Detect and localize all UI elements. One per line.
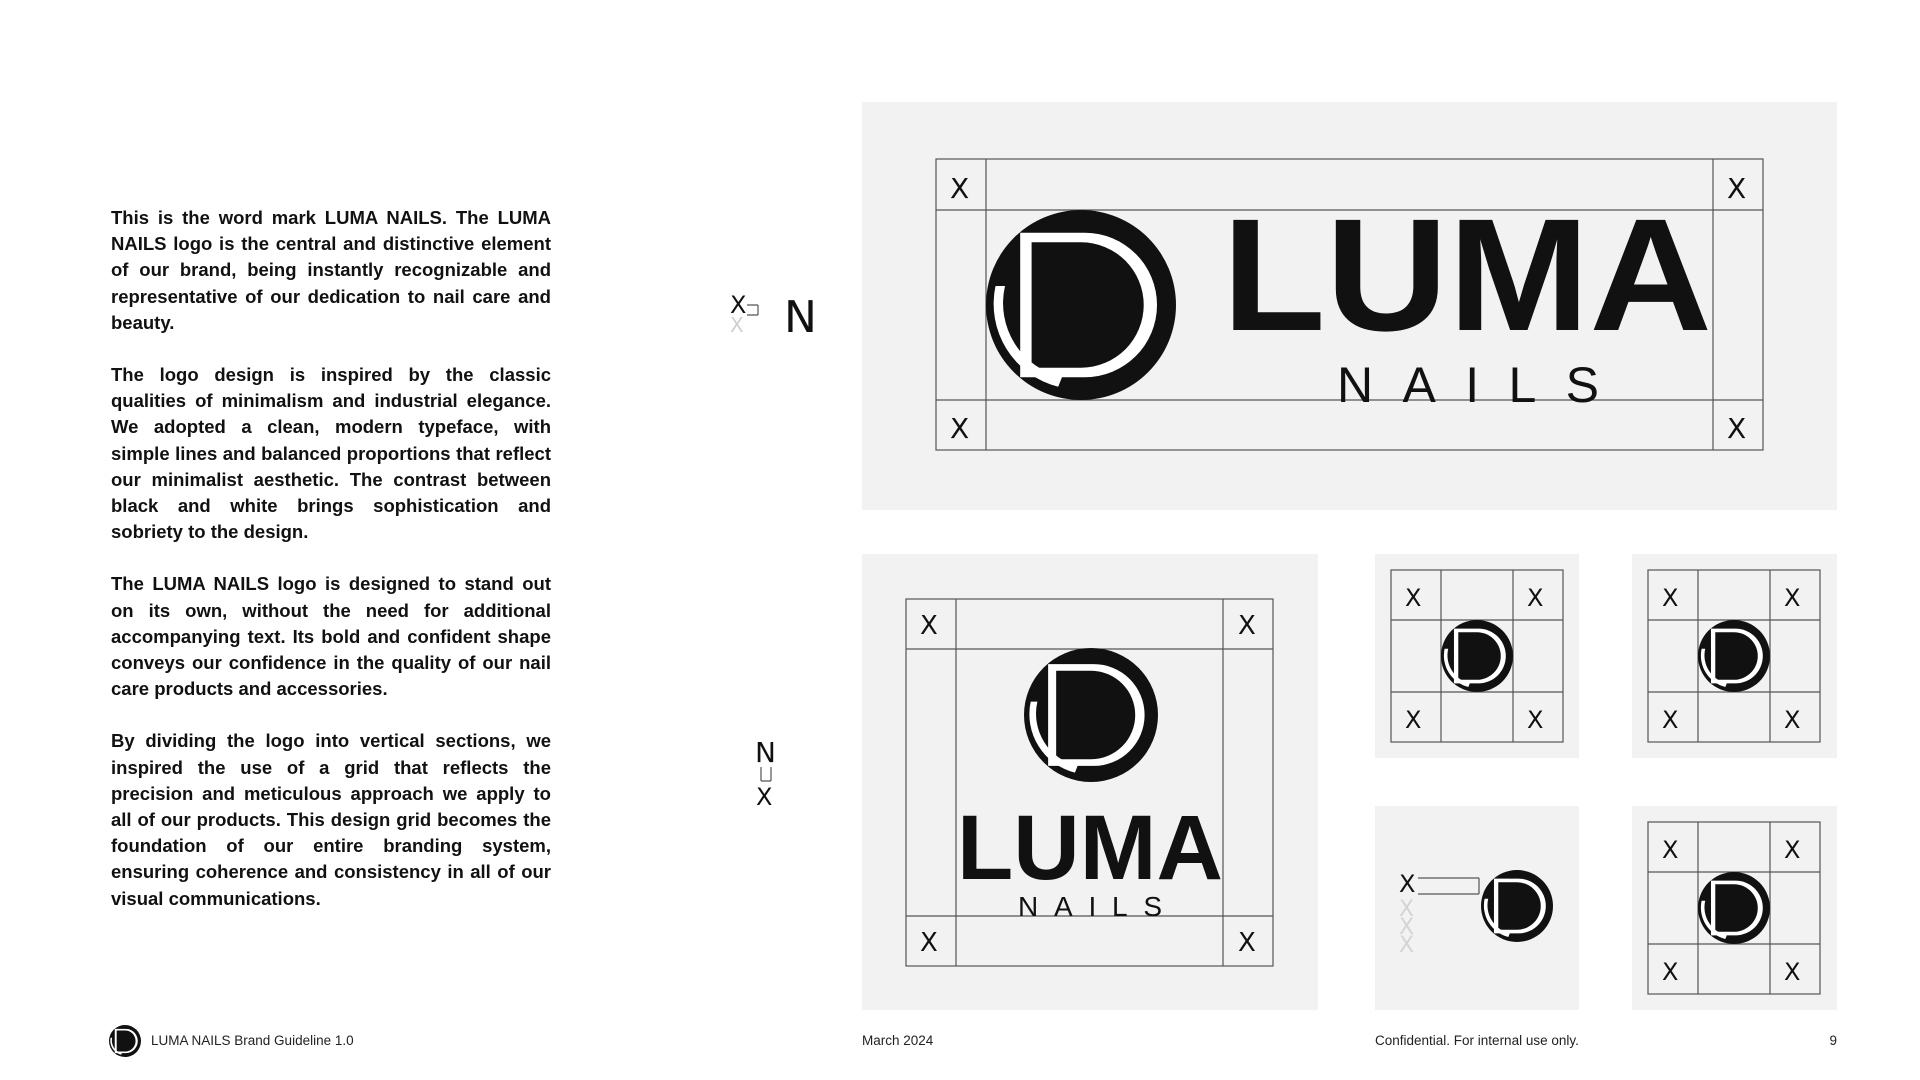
x-marker: X xyxy=(1662,706,1679,734)
legend-vertical xyxy=(748,735,788,815)
footer-date: March 2024 xyxy=(862,1033,934,1048)
x-marker-stacked-bl: X xyxy=(920,928,938,958)
spacing-bracket xyxy=(1418,878,1479,894)
spacing-x-marker: X xyxy=(1399,870,1416,898)
logo-subtitle: NAILS xyxy=(1337,357,1599,413)
x-marker-tr: X xyxy=(1727,172,1747,205)
luma-leaf-icon xyxy=(109,1025,141,1057)
x-marker: X xyxy=(1784,584,1801,612)
logo-wordmark: LUMA xyxy=(1222,185,1712,364)
panel-mark-grid-2 xyxy=(1632,554,1837,758)
legend-horizontal xyxy=(728,288,828,338)
footer-brand: LUMA NAILS Brand Guideline 1.0 xyxy=(151,1033,354,1048)
legend-x-marker-vertical: X xyxy=(756,783,773,811)
logo-wordmark-stacked: LUMA xyxy=(957,797,1223,899)
footer-logo xyxy=(109,1025,141,1057)
x-marker-tl: X xyxy=(950,172,970,205)
panel-mark-spacing xyxy=(1375,806,1579,1010)
x-marker: X xyxy=(1784,958,1801,986)
paragraph-1: This is the word mark LUMA NAILS. The LUMA NAILS logo is the central and distinctive element of our brand, being instantly recognizable and representative of our dedication to nail care and beauty. xyxy=(111,207,551,333)
luma-leaf-icon xyxy=(986,210,1176,400)
x-marker: X xyxy=(1784,706,1801,734)
x-marker: X xyxy=(1527,584,1544,612)
ghost-x: X xyxy=(1399,933,1415,958)
x-marker-bl: X xyxy=(950,412,970,445)
paragraph-2: The logo design is inspired by the classic qualities of minimalism and industrial elegance. We adopted a clean, modern typeface, with simple lines and balanced proportions that reflect our minimalist aesthetic. The contrast between black and white brings sophistication and sobriety to the design. xyxy=(111,364,551,543)
luma-leaf-icon-stacked xyxy=(1024,648,1158,782)
page-number: 9 xyxy=(1829,1033,1837,1048)
panel-mark-grid-3 xyxy=(1632,806,1837,1010)
legend-x-marker: X xyxy=(730,291,747,319)
x-marker: X xyxy=(1662,958,1679,986)
legend-n-marker: N xyxy=(784,292,817,338)
body-copy xyxy=(111,205,551,938)
x-marker-stacked-br: X xyxy=(1238,928,1256,958)
x-marker: X xyxy=(1662,584,1679,612)
luma-leaf-icon-small xyxy=(1698,872,1770,944)
x-marker: X xyxy=(1662,836,1679,864)
x-marker-stacked-tr: X xyxy=(1238,611,1256,641)
x-marker-stacked-tl: X xyxy=(920,611,938,641)
luma-leaf-icon-small xyxy=(1441,620,1513,692)
legend-bracket xyxy=(747,305,758,315)
legend-n-marker-vertical: N xyxy=(755,736,776,769)
paragraph-4: By dividing the logo into vertical sections, we inspired the use of a grid that reflects the precision and meticulous approach we apply to all of our products. This design grid becomes the foundation of our entire branding system, ensuring coherence and consistency in all of our visual communications. xyxy=(111,730,551,909)
ghost-x: X xyxy=(1399,897,1415,922)
luma-leaf-icon-small xyxy=(1481,870,1553,942)
legend-bracket-vertical xyxy=(761,767,771,781)
footer-confidential: Confidential. For internal use only. xyxy=(1375,1033,1579,1048)
panel-horizontal-logo xyxy=(862,102,1837,510)
paragraph-3: The LUMA NAILS logo is designed to stand out on its own, without the need for additional accompanying text. Its bold and confident shape conveys our confidence in the quality of our nail care products and accessories. xyxy=(111,573,551,700)
ghost-x: X xyxy=(1399,915,1415,940)
x-marker: X xyxy=(1784,836,1801,864)
panel-stacked-logo xyxy=(862,554,1318,1010)
legend-x-ghost: X xyxy=(730,313,744,337)
logo-subtitle-stacked: NAILS xyxy=(1018,891,1162,922)
x-marker: X xyxy=(1405,706,1422,734)
panel-mark-grid-1 xyxy=(1375,554,1579,758)
x-marker: X xyxy=(1405,584,1422,612)
x-marker-br: X xyxy=(1727,412,1747,445)
luma-leaf-icon-small xyxy=(1698,620,1770,692)
x-marker: X xyxy=(1527,706,1544,734)
